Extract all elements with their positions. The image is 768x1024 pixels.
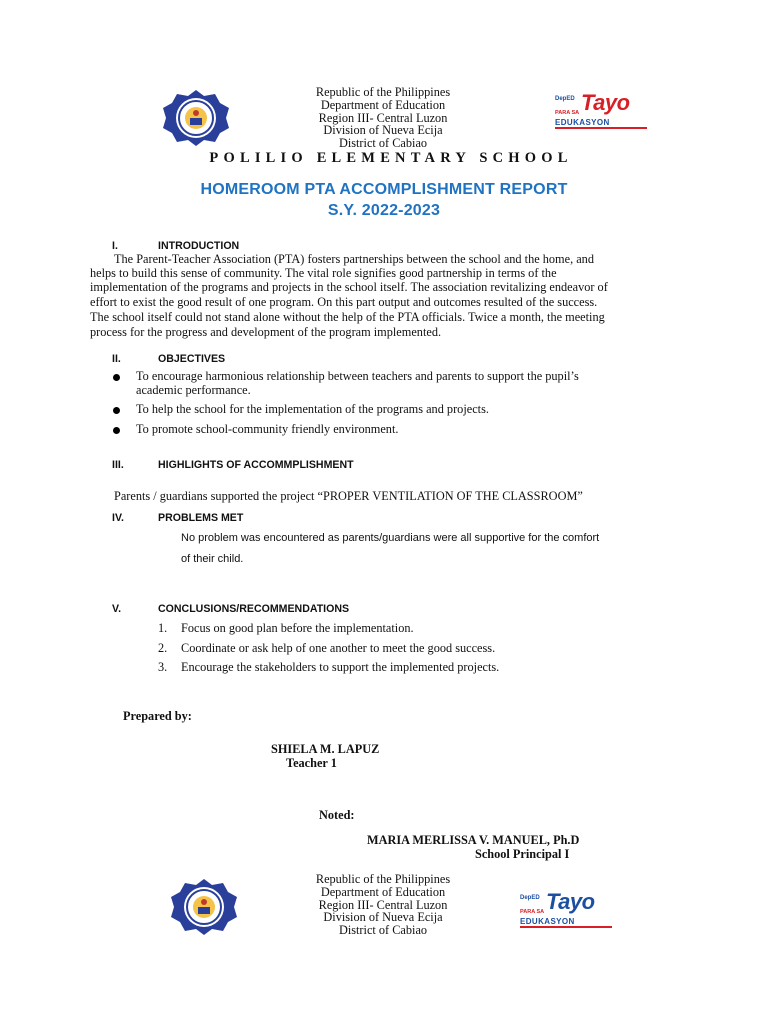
school-year: S.Y. 2022-2023 xyxy=(327,202,441,219)
noter-name: MARIA MERLISSA V. MANUEL, Ph.D xyxy=(367,833,580,847)
section-number: I. xyxy=(112,240,118,252)
logo-para-sa-text: PARA SA xyxy=(520,909,545,915)
objective-item: To encourage harmonious relationship between teachers and parents to support the pupil’s xyxy=(136,369,579,383)
prepared-by-label: Prepared by: xyxy=(123,709,192,723)
paragraph-line: effort to exist the good result of one program. On this part output and outcomes resulted of the success. xyxy=(90,295,598,309)
tayo-edukasyon-logo xyxy=(553,90,649,132)
section-number: III. xyxy=(112,459,124,471)
list-number: 3. xyxy=(158,660,168,674)
logo-edukasyon-text: EDUKASYON xyxy=(555,118,610,127)
footer-line: District of Cabiao xyxy=(338,923,428,938)
highlights-text: Parents / guardians supported the project “PROPER VENTILATION OF THE CLASSROOM” xyxy=(114,489,583,503)
section-heading-highlights: HIGHLIGHTS OF ACCOMMPLISHMENT xyxy=(158,459,354,471)
logo-underline xyxy=(555,127,647,129)
header-line: Region III- Central Luzon xyxy=(318,110,448,125)
header-line: Republic of the Philippines xyxy=(315,85,451,99)
footer-line: Department of Education xyxy=(320,884,446,899)
recommendation-item: Coordinate or ask help of one another to meet the good success. xyxy=(181,641,496,655)
school-name: POLILIO ELEMENTARY SCHOOL xyxy=(209,150,573,166)
noter-title: School Principal I xyxy=(475,847,570,861)
report-title: HOMEROOM PTA ACCOMPLISHMENT REPORT xyxy=(200,181,568,198)
logo-deped-text: DepED xyxy=(520,895,540,901)
problems-text-continued: of their child. xyxy=(181,553,244,565)
footer-address xyxy=(268,873,498,937)
preparer-title: Teacher 1 xyxy=(286,756,337,770)
tayo-edukasyon-logo-footer xyxy=(518,889,614,931)
bullet-icon xyxy=(113,374,120,381)
school-seal-logo-footer xyxy=(168,877,240,937)
list-number: 2. xyxy=(158,641,168,655)
logo-underline xyxy=(520,926,612,928)
section-heading-problems: PROBLEMS MET xyxy=(158,512,244,524)
paragraph-line: helps to build this sense of community. The vital role signifies good partnership in terms of the xyxy=(90,266,557,280)
recommendation-item: Encourage the stakeholders to support the implemented projects. xyxy=(181,660,500,674)
objective-item-continued: academic performance. xyxy=(136,383,251,397)
header-line: Division of Nueva Ecija xyxy=(323,123,443,138)
paragraph-line: implementation of the programs and projects in the school itself. The association revitalizing endeavor of xyxy=(90,280,608,294)
logo-tayo-text: Tayo xyxy=(581,90,630,115)
recommendation-item: Focus on good plan before the implementation. xyxy=(181,621,414,635)
objective-item: To help the school for the implementation of the programs and projects. xyxy=(136,402,489,416)
objective-item: To promote school-community friendly environment. xyxy=(136,422,399,436)
section-number: II. xyxy=(112,353,121,365)
school-seal-logo xyxy=(160,88,232,148)
section-number: IV. xyxy=(112,512,124,524)
logo-tayo-text: Tayo xyxy=(546,889,595,914)
header-line: District of Cabiao xyxy=(338,136,428,151)
section-heading-conclusions: CONCLUSIONS/RECOMMENDATIONS xyxy=(158,603,350,615)
section-heading-objectives: OBJECTIVES xyxy=(158,353,226,365)
paragraph-line: process for the progress and development of the program implemented. xyxy=(90,325,442,339)
bullet-icon xyxy=(113,407,120,414)
logo-para-sa-text: PARA SA xyxy=(555,110,580,116)
paragraph-line: The school itself could not stand alone without the help of the PTA officials. Twice a month, the meeting xyxy=(90,310,605,324)
logo-deped-text: DepED xyxy=(555,96,575,102)
header-address xyxy=(268,86,498,150)
preparer-name: SHIELA M. LAPUZ xyxy=(271,742,380,756)
problems-text: No problem was encountered as parents/guardians were all supportive for the comfort xyxy=(181,532,600,544)
footer-line: Division of Nueva Ecija xyxy=(323,910,443,925)
footer-line: Region III- Central Luzon xyxy=(318,897,448,912)
section-heading-introduction: INTRODUCTION xyxy=(158,240,240,252)
section-number: V. xyxy=(112,603,122,615)
footer-line: Republic of the Philippines xyxy=(315,872,451,886)
bullet-icon xyxy=(113,427,120,434)
logo-edukasyon-text: EDUKASYON xyxy=(520,917,575,926)
header-line: Department of Education xyxy=(320,97,446,112)
noted-label: Noted: xyxy=(319,808,355,822)
paragraph-line: The Parent-Teacher Association (PTA) fosters partnerships between the school and the home, and xyxy=(114,252,594,266)
list-number: 1. xyxy=(158,621,168,635)
